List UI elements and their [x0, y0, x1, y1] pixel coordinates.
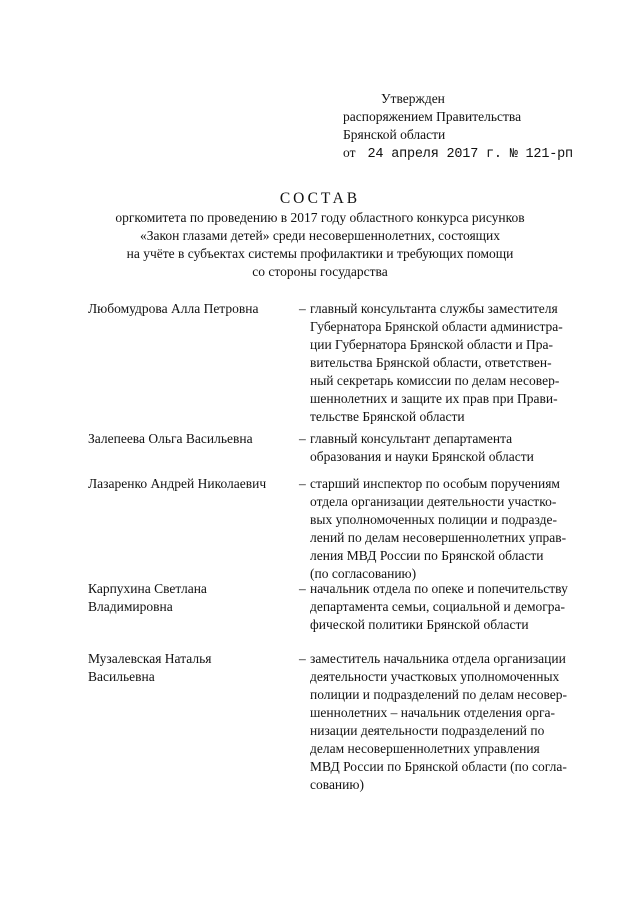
member-name-line: Васильевна — [88, 669, 155, 684]
member-role-line: сованию) — [310, 777, 364, 792]
member-role-line: ции Губернатора Брянской области и Пра- — [310, 337, 554, 352]
member-name — [88, 650, 288, 686]
approval-region: Брянской области — [343, 127, 446, 142]
approval-date-line — [343, 144, 623, 164]
member-role-line: фической политики Брянской области — [310, 617, 529, 632]
member-role — [299, 580, 568, 634]
member-name — [88, 300, 288, 318]
approval-block — [343, 90, 623, 164]
member-role-line: заместитель начальника отдела организации — [310, 651, 566, 666]
member-role-line: шеннолетних и защите их прав при Прави- — [310, 391, 558, 406]
member-role — [299, 300, 563, 426]
member-role — [299, 430, 534, 466]
role-dash: – — [299, 581, 306, 596]
member-name-line: Залепеева Ольга Васильевна — [88, 431, 253, 446]
member-role-line: старший инспектор по особым поручениям — [310, 476, 560, 491]
member-name — [88, 430, 288, 448]
member-role-line: делам несовершеннолетних управления — [310, 741, 540, 756]
member-role-line: тельстве Брянской области — [310, 409, 465, 424]
role-dash: – — [299, 431, 306, 446]
member-role-line: ный секретарь комиссии по делам несовер- — [310, 373, 560, 388]
member-role-line: образования и науки Брянской области — [310, 449, 534, 464]
member-name-line: Лазаренко Андрей Николаевич — [88, 476, 267, 491]
member-role-line: ления МВД России по Брянской области — [310, 548, 544, 563]
subtitle-line: на учёте в субъектах системы профилактики и требующих помощи — [126, 246, 514, 261]
document-heading — [60, 190, 580, 281]
member-role — [299, 475, 567, 583]
role-dash: – — [299, 651, 306, 666]
role-dash: – — [299, 476, 306, 491]
member-role-line: департамента семьи, социальной и демогра- — [310, 599, 566, 614]
member-role-line: главный консультанта службы заместителя — [310, 301, 558, 316]
document-title: СОСТАВ — [279, 190, 361, 207]
member-role — [299, 650, 568, 794]
member-name-line: Любомудрова Алла Петровна — [88, 301, 259, 316]
member-name-line: Музалевская Наталья — [88, 651, 212, 666]
role-dash: – — [299, 301, 306, 316]
member-role-line: (по согласованию) — [310, 566, 417, 581]
member-role-line: вых уполномоченных полиции и подразде- — [310, 512, 557, 527]
approval-label: Утвержден — [381, 91, 445, 106]
member-role-line: вительства Брянской области, ответствен- — [310, 355, 552, 370]
subtitle-line: со стороны государства — [252, 264, 388, 279]
member-role-line: шеннолетних – начальник отделения орга- — [310, 705, 556, 720]
member-name-line: Владимировна — [88, 599, 173, 614]
member-role-line: Губернатора Брянской области администра- — [310, 319, 563, 334]
approval-by: распоряжением Правительства — [343, 109, 522, 124]
member-role-line: лений по делам несовершеннолетних управ- — [310, 530, 567, 545]
subtitle-line: оргкомитета по проведению в 2017 году областного конкурса рисунков — [115, 210, 525, 225]
member-role-line: отдела организации деятельности участко- — [310, 494, 557, 509]
approval-date-prefix: от — [343, 145, 356, 160]
member-name — [88, 475, 288, 493]
member-role-line: начальник отдела по опеке и попечительству — [310, 581, 568, 596]
member-role-line: деятельности участковых уполномоченных — [310, 669, 560, 684]
member-role-line: низации деятельности подразделений по — [310, 723, 545, 738]
approval-date: 24 апреля 2017 г. № 121-рп — [367, 147, 573, 162]
subtitle-line: «Закон глазами детей» среди несовершеннолетних, состоящих — [139, 228, 501, 243]
member-role-line: МВД России по Брянской области (по согла- — [310, 759, 567, 774]
member-role-line: полиции и подразделений по делам несовер- — [310, 687, 568, 702]
member-name-line: Карпухина Светлана — [88, 581, 207, 596]
member-name — [88, 580, 288, 616]
member-role-line: главный консультант департамента — [310, 431, 513, 446]
